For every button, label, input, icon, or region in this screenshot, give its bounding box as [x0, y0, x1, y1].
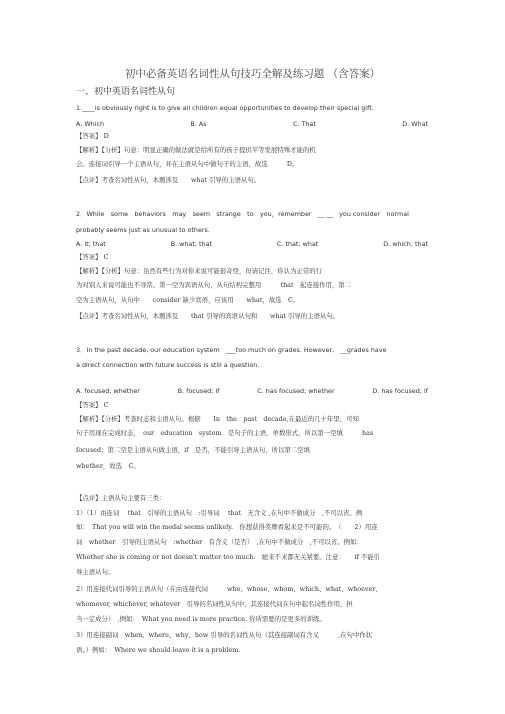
question-3-analysis-line: focused；第二空是主语从句做主语，if 是否，不能引导主语从句，所以第二空填 [76, 446, 310, 454]
tips-line: 语。）例如： Where we should leave it is a problem. [76, 646, 241, 654]
option-a: A. focused; whether [76, 387, 140, 395]
question-3-stem: a direct connection with future success is still a question. [76, 361, 260, 369]
option-d: D. What [402, 120, 428, 128]
tips-line: 3）用连接副词 when、where、why、how 引导的名词性从句（其连接副词有含义 ,在句中作状 [76, 631, 373, 639]
option-b: B. As [190, 120, 207, 128]
question-1-analysis-line: 【解析】【分析】句意：明显正确的做法就是给所有的孩子提供平等发展特殊才能的机 [76, 146, 316, 154]
question-3-answer: 【答案】 C [76, 401, 109, 409]
tips-line: Whether she is coming or not doesn't matter too much. 她来不来都无关紧要。注意： if 不能引 [76, 553, 381, 561]
option-c: C. has focused; whether [257, 387, 335, 395]
question-2-answer: 【答案】 C [76, 253, 109, 261]
section-heading: 一、初中英语名词性从句 [76, 87, 176, 97]
question-2-analysis-line: 为对别人来说可能也不寻常。第一空为宾语从句，从句结构完整用 that 起连接作用，第二 [76, 281, 352, 289]
question-1-note: 【点评】考查名词性从句，本题涉及 what 引导的主语从句。 [76, 176, 261, 184]
question-2-stem: probably seems just as unusual to others. [76, 226, 210, 234]
question-3-analysis-line: whether，故选 C。 [76, 462, 140, 470]
question-3-analysis-line: 【解析】【分析】考查时态和主语从句。根据 In the past decade,在最近的几十年里，可知 [76, 415, 359, 423]
option-d: D. which; that [383, 240, 428, 248]
document-title: 初中必备英语名词性从句技巧全解及练习题 （含答案） [124, 68, 381, 80]
tips-line: 1）（1）由连词 that 引导的主语从句 :引导词 that 无含义 ,在句中不做成分 ,不可以省。例 [76, 509, 363, 517]
option-a: A. Which [76, 120, 105, 128]
question-2-analysis-line: 【解析】【分析】句意：虽然有些行为对你来说可能很奇怪，但请记住，你认为正常的行 [76, 267, 323, 275]
option-c: C. that; what [276, 240, 319, 248]
question-1-answer: 【答案】 D [76, 132, 109, 140]
question-1-analysis-line: 会。连接词引导一个主语从句，并在主语从句中做句子的主语，故选 D。 [76, 160, 299, 168]
tips-line: 如： That you will win the medal seems unlikely. 你想获得奖牌看起来是不可能的。 （ 2）用连 [76, 523, 378, 531]
question-1-options [76, 120, 428, 128]
option-c: C. That [292, 120, 316, 128]
tips-line: 2）用连接代词引导的主语从句（在由连接代词 who、whose、whom、which、what、whoever、 [76, 585, 382, 593]
option-b: B. what; that [170, 240, 212, 248]
question-3-stem: 3．In the past decade, our education system ___too much on grades. However, __grades have [76, 346, 387, 354]
tips-line: whomever, whichever, whatever 引导的名词性从句中，其连接代词在句中起名词性作用，担 [76, 600, 353, 608]
question-2-options [76, 240, 428, 248]
question-2-stem: 2．While some behaviors may seem strange to you，remember __ __ you consider normal [76, 210, 409, 218]
question-3-options [76, 387, 428, 395]
tips-line: 词 whether 引导的主语从句 :whether 有含义（是否） ,在句中不做成分 ,不可以省。例如： [76, 538, 363, 546]
tips-line: 【点评】主语从句主要有三类： [76, 494, 166, 502]
tips-line: 当一定成分） ,例如： What you need is more practice. 你所需要的是更多的训练。 [76, 615, 326, 623]
question-2-analysis-line: 空为主语从句，从句中 consider 缺少宾语，应该用 what，故选 C。 [76, 296, 300, 304]
option-b: B. focused; if [177, 387, 220, 395]
tips-line: 导主语从句。 [76, 568, 115, 576]
option-d: D. has focused; if [372, 387, 428, 395]
question-3-analysis-line: 句子用现在完成时态， our education system 是句子的主语，单数形式，所以第一空填 has [76, 429, 374, 437]
question-2-note: 【点评】考查名词性从句，本题涉及 that 引导的宾语从句和 what 引导的主语从句。 [76, 312, 340, 320]
option-a: A. it; that [76, 240, 106, 248]
question-1-stem: 1.____is obviously right is to give all children equal opportunities to develop their special gift. [76, 104, 374, 112]
